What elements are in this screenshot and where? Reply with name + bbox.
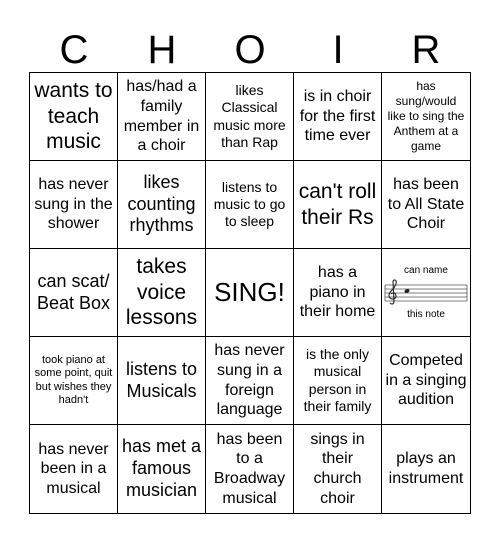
bingo-cell-note[interactable] xyxy=(382,249,470,337)
cell-text: has never sung in the shower xyxy=(34,176,113,233)
bingo-cell[interactable] xyxy=(118,337,206,425)
cell-text: can scat/ Beat Box xyxy=(36,270,111,313)
bingo-grid xyxy=(29,72,471,514)
cell-text: likes counting rhythms xyxy=(127,171,196,236)
cell-text: took piano at some point, quit but wishes they hadn't xyxy=(34,353,113,406)
bingo-cell[interactable] xyxy=(206,161,294,249)
cell-text: takes voice lessons xyxy=(125,255,198,330)
header-letter-h: H xyxy=(147,28,177,72)
note-bottom-label: this note xyxy=(407,308,445,320)
cell-text: plays an instrument xyxy=(388,450,464,487)
bingo-cell[interactable] xyxy=(382,161,470,249)
bingo-cell[interactable] xyxy=(294,73,382,161)
cell-text: has been to a Broadway musical xyxy=(213,430,286,507)
cell-text: is in choir for the first time ever xyxy=(299,88,376,145)
bingo-cell[interactable] xyxy=(30,337,118,425)
cell-text: listens to music to go to sleep xyxy=(213,178,286,230)
note-top-label: can name xyxy=(404,264,448,276)
bingo-cell[interactable] xyxy=(206,337,294,425)
bingo-header xyxy=(30,22,470,72)
bingo-cell[interactable] xyxy=(382,425,470,513)
cell-text: has/had a family member in a choir xyxy=(123,78,200,155)
cell-text: has been to All State Choir xyxy=(387,176,465,233)
bingo-cell[interactable] xyxy=(294,249,382,337)
bingo-cell[interactable] xyxy=(30,249,118,337)
cell-text: sings in their church choir xyxy=(310,430,365,507)
bingo-cell[interactable] xyxy=(30,161,118,249)
cell-text: has never been in a musical xyxy=(38,440,109,497)
free-space-text: SING! xyxy=(214,276,285,307)
bingo-cell[interactable] xyxy=(118,249,206,337)
cell-text: wants to teach music xyxy=(34,79,113,154)
bingo-cell[interactable] xyxy=(206,425,294,513)
bingo-cell[interactable] xyxy=(382,73,470,161)
cell-text: has sung/would like to sing the Anthem at a game xyxy=(387,79,465,153)
bingo-cell[interactable] xyxy=(30,425,118,513)
cell-text: has met a famous musician xyxy=(121,436,202,500)
header-letter-r: R xyxy=(411,28,441,72)
header-letter-o: O xyxy=(234,28,266,72)
header-letter-c: C xyxy=(59,28,89,72)
header-letter-i: I xyxy=(332,28,344,72)
bingo-cell[interactable] xyxy=(294,425,382,513)
bingo-cell[interactable] xyxy=(206,73,294,161)
cell-text: is the only musical person in their family xyxy=(303,346,372,414)
bingo-cell[interactable] xyxy=(118,425,206,513)
cell-text: Competed in a singing audition xyxy=(385,352,467,409)
bingo-cell[interactable] xyxy=(294,337,382,425)
cell-text: listens to Musicals xyxy=(125,358,198,401)
free-space-cell[interactable] xyxy=(206,249,294,337)
cell-text: has a piano in their home xyxy=(299,264,376,321)
bingo-cell[interactable] xyxy=(30,73,118,161)
treble-staff-with-note-icon xyxy=(383,279,469,307)
cell-text: can't roll their Rs xyxy=(298,179,377,229)
cell-text: likes Classical music more than Rap xyxy=(213,82,286,150)
bingo-cell[interactable] xyxy=(118,161,206,249)
cell-text: has never sung in a foreign language xyxy=(214,342,285,419)
bingo-cell[interactable] xyxy=(294,161,382,249)
bingo-cell[interactable] xyxy=(118,73,206,161)
bingo-cell[interactable] xyxy=(382,337,470,425)
